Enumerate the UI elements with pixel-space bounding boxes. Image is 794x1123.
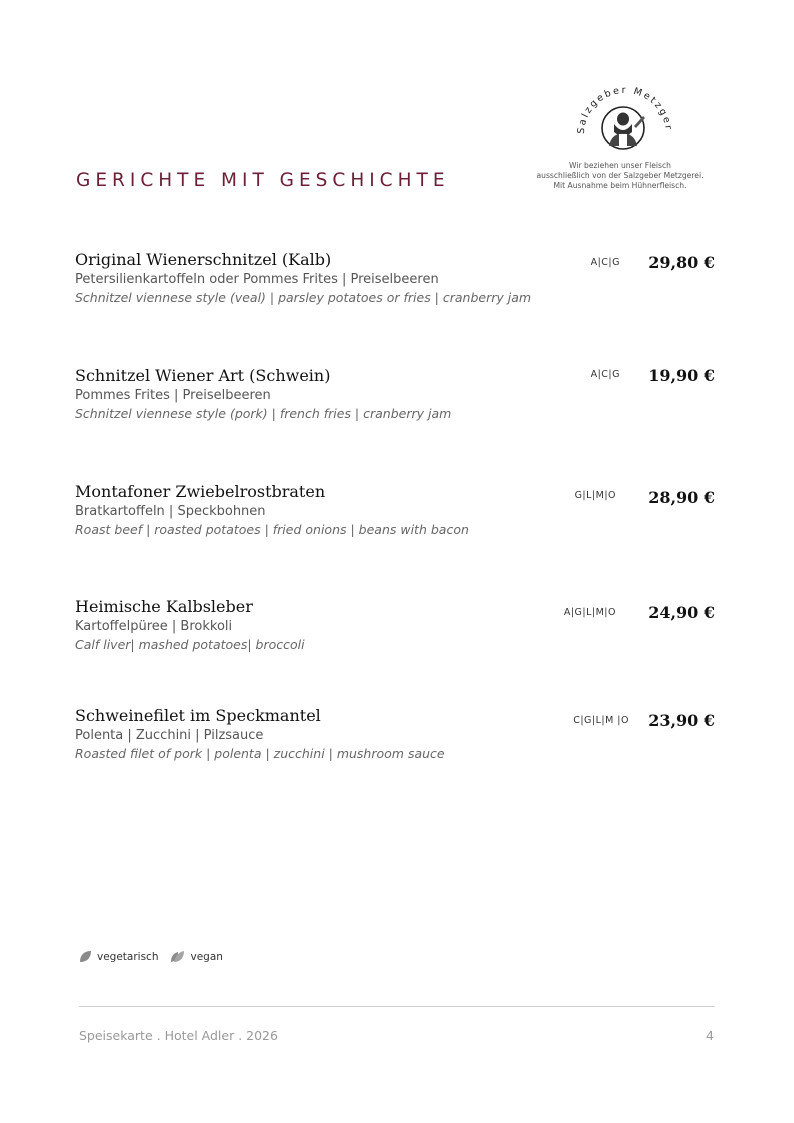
logo-note-line: Wir beziehen unser Fleisch <box>569 161 671 170</box>
dish-description-en: Roast beef | roasted potatoes | fried onions | beans with bacon <box>75 522 469 537</box>
legend-label: vegan <box>190 950 223 963</box>
dish-price: 19,90 € <box>648 366 715 385</box>
diet-legend <box>79 950 235 963</box>
footer-text: Speisekarte . Hotel Adler . 2026 <box>79 1028 278 1043</box>
dish-description-de: Polenta | Zucchini | Pilzsauce <box>75 728 264 743</box>
dish-name: Heimische Kalbsleber <box>75 597 253 616</box>
dish-price: 28,90 € <box>648 488 715 507</box>
legend-vegetarian <box>79 950 158 963</box>
allergen-codes: A|G|L|M|O <box>563 607 616 618</box>
dish-price: 23,90 € <box>648 711 715 730</box>
legend-vegan <box>170 950 222 963</box>
dish-name: Original Wienerschnitzel (Kalb) <box>75 250 332 269</box>
dish-price: 24,90 € <box>648 603 715 622</box>
logo-note-line: Mit Ausnahme beim Hühnerfleisch. <box>553 181 687 190</box>
double-leaf-icon <box>170 950 185 963</box>
page-title: GERICHTE MIT GESCHICHTE <box>76 170 450 191</box>
dish-description-de: Pommes Frites | Preiselbeeren <box>75 388 271 403</box>
page-number: 4 <box>706 1028 714 1043</box>
menu-item <box>75 706 715 761</box>
dish-description-de: Kartoffelpüree | Brokkoli <box>75 619 233 634</box>
footer-divider <box>79 1006 715 1007</box>
leaf-icon <box>79 950 92 963</box>
dish-description-en: Schnitzel viennese style (veal) | parsley potatoes or fries | cranberry jam <box>75 290 532 305</box>
dish-description-en: Calf liver| mashed potatoes| broccoli <box>75 637 305 652</box>
dish-description-de: Bratkartoffeln | Speckbohnen <box>75 504 266 519</box>
dish-description-de: Petersilienkartoffeln oder Pommes Frites | Preiselbeeren <box>75 272 439 287</box>
dish-description-en: Schnitzel viennese style (pork) | french fries | cranberry jam <box>75 406 452 421</box>
allergen-codes: A|C|G <box>590 369 620 380</box>
dish-name: Montafoner Zwiebelrostbraten <box>75 482 326 501</box>
logo-note <box>526 161 714 191</box>
allergen-codes: G|L|M|O <box>574 490 616 501</box>
allergen-codes: A|C|G <box>590 257 620 268</box>
dish-name: Schnitzel Wiener Art (Schwein) <box>75 366 331 385</box>
dish-price: 29,80 € <box>648 253 715 272</box>
menu-item <box>75 597 715 652</box>
svg-text:Salzgeber Metzgerei <box>548 76 674 134</box>
allergen-codes: C|G|L|M |O <box>573 715 629 726</box>
dish-description-en: Roasted filet of pork | polenta | zucchini | mushroom sauce <box>75 746 445 761</box>
legend-label: vegetarisch <box>97 950 159 963</box>
menu-item <box>75 482 715 537</box>
menu-item <box>75 366 715 421</box>
logo-text: Salzgeber Metzger <box>575 84 674 135</box>
menu-item <box>75 250 715 305</box>
dish-name: Schweinefilet im Speckmantel <box>75 706 321 725</box>
logo-note-line: ausschließlich von der Salzgeber Metzgerei. <box>536 171 704 180</box>
